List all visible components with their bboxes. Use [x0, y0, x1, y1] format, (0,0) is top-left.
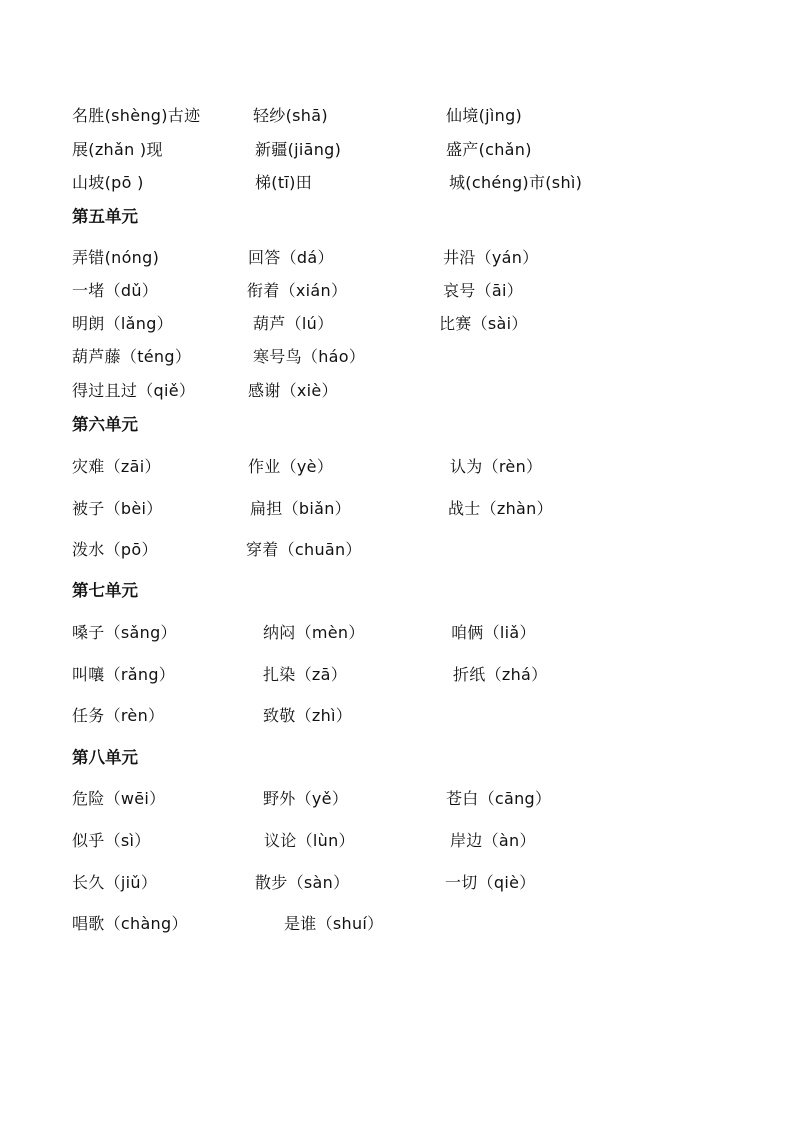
- word-row: [0, 538, 794, 562]
- word-row: [0, 497, 794, 521]
- unit-heading: 第五单元: [72, 207, 138, 226]
- vocab-entry: 明朗（lǎng）: [72, 314, 173, 333]
- vocab-entry: 嗓子（sǎng）: [72, 623, 177, 642]
- vocab-entry: 山坡(pō ): [72, 173, 144, 192]
- vocab-entry: 寒号鸟（háo）: [253, 347, 366, 366]
- vocab-entry: 泼水（pō）: [72, 540, 158, 559]
- vocab-entry: 认为（rèn）: [450, 457, 543, 476]
- unit-heading: 第八单元: [72, 748, 138, 767]
- vocab-entry: 一切（qiè）: [445, 873, 536, 892]
- vocab-entry: 回答（dá）: [248, 248, 334, 267]
- vocab-entry: 似乎（sì）: [72, 831, 151, 850]
- vocab-entry: 名胜(shèng)古迹: [72, 106, 201, 125]
- vocab-entry: 被子（bèi）: [72, 499, 163, 518]
- vocab-entry: 新疆(jiāng): [255, 140, 342, 159]
- vocab-entry: 展(zhǎn )现: [72, 140, 163, 159]
- vocab-entry: 纳闷（mèn）: [263, 623, 365, 642]
- unit-heading: 第七单元: [72, 581, 138, 600]
- word-row: [0, 379, 794, 403]
- word-row: [0, 787, 794, 811]
- vocab-entry: 长久（jiǔ）: [72, 873, 158, 892]
- vocab-entry: 感谢（xiè）: [248, 381, 338, 400]
- vocab-entry: 战士（zhàn）: [448, 499, 553, 518]
- vocab-entry: 任务（rèn）: [72, 706, 165, 725]
- vocab-entry: 葫芦（lú）: [253, 314, 334, 333]
- word-row: [0, 138, 794, 162]
- unit-heading: 第六单元: [72, 415, 138, 434]
- vocab-entry: 扎染（zā）: [263, 665, 348, 684]
- vocab-entry: 叫嚷（rǎng）: [72, 665, 176, 684]
- word-row: [0, 621, 794, 645]
- word-row: [0, 829, 794, 853]
- word-row: [0, 455, 794, 479]
- vocab-entry: 梯(tī)田: [255, 173, 313, 192]
- vocab-entry: 一堵（dǔ）: [72, 281, 159, 300]
- vocab-entry: 致敬（zhì）: [263, 706, 353, 725]
- word-row: [0, 279, 794, 303]
- vocab-entry: 盛产(chǎn): [446, 140, 532, 159]
- vocab-entry: 哀号（āi）: [443, 281, 524, 300]
- vocab-entry: 唱歌（chàng）: [72, 914, 188, 933]
- vocab-entry: 穿着（chuān）: [246, 540, 362, 559]
- vocab-entry: 轻纱(shā): [253, 106, 328, 125]
- vocab-entry: 灾难（zāi）: [72, 457, 161, 476]
- vocab-entry: 弄错(nóng): [72, 248, 160, 267]
- vocab-entry: 散步（sàn）: [255, 873, 350, 892]
- vocab-entry: 野外（yě）: [263, 789, 349, 808]
- word-row: [0, 912, 794, 936]
- word-row: [0, 171, 794, 195]
- word-row: [0, 871, 794, 895]
- word-row: [0, 704, 794, 728]
- vocab-entry: 议论（lùn）: [264, 831, 355, 850]
- vocab-entry: 比赛（sài）: [439, 314, 528, 333]
- word-row: [0, 345, 794, 369]
- vocab-entry: 井沿（yán）: [443, 248, 539, 267]
- vocab-entry: 是谁（shuí）: [284, 914, 384, 933]
- vocab-entry: 城(chéng)市(shì): [449, 173, 583, 192]
- vocab-entry: 衔着（xián）: [247, 281, 348, 300]
- vocab-entry: 得过且过（qiě）: [72, 381, 196, 400]
- word-row: [0, 312, 794, 336]
- vocab-entry: 咱俩（liǎ）: [451, 623, 536, 642]
- word-row: [0, 663, 794, 687]
- vocab-entry: 苍白（cāng）: [446, 789, 552, 808]
- word-row: [0, 246, 794, 270]
- vocab-entry: 仙境(jìng): [446, 106, 523, 125]
- vocab-entry: 折纸（zhá）: [453, 665, 548, 684]
- vocab-entry: 葫芦藤（téng）: [72, 347, 192, 366]
- vocab-entry: 作业（yè）: [248, 457, 334, 476]
- word-row: [0, 104, 794, 128]
- vocab-entry: 扁担（biǎn）: [250, 499, 351, 518]
- vocab-entry: 危险（wēi）: [72, 789, 166, 808]
- vocab-entry: 岸边（àn）: [450, 831, 536, 850]
